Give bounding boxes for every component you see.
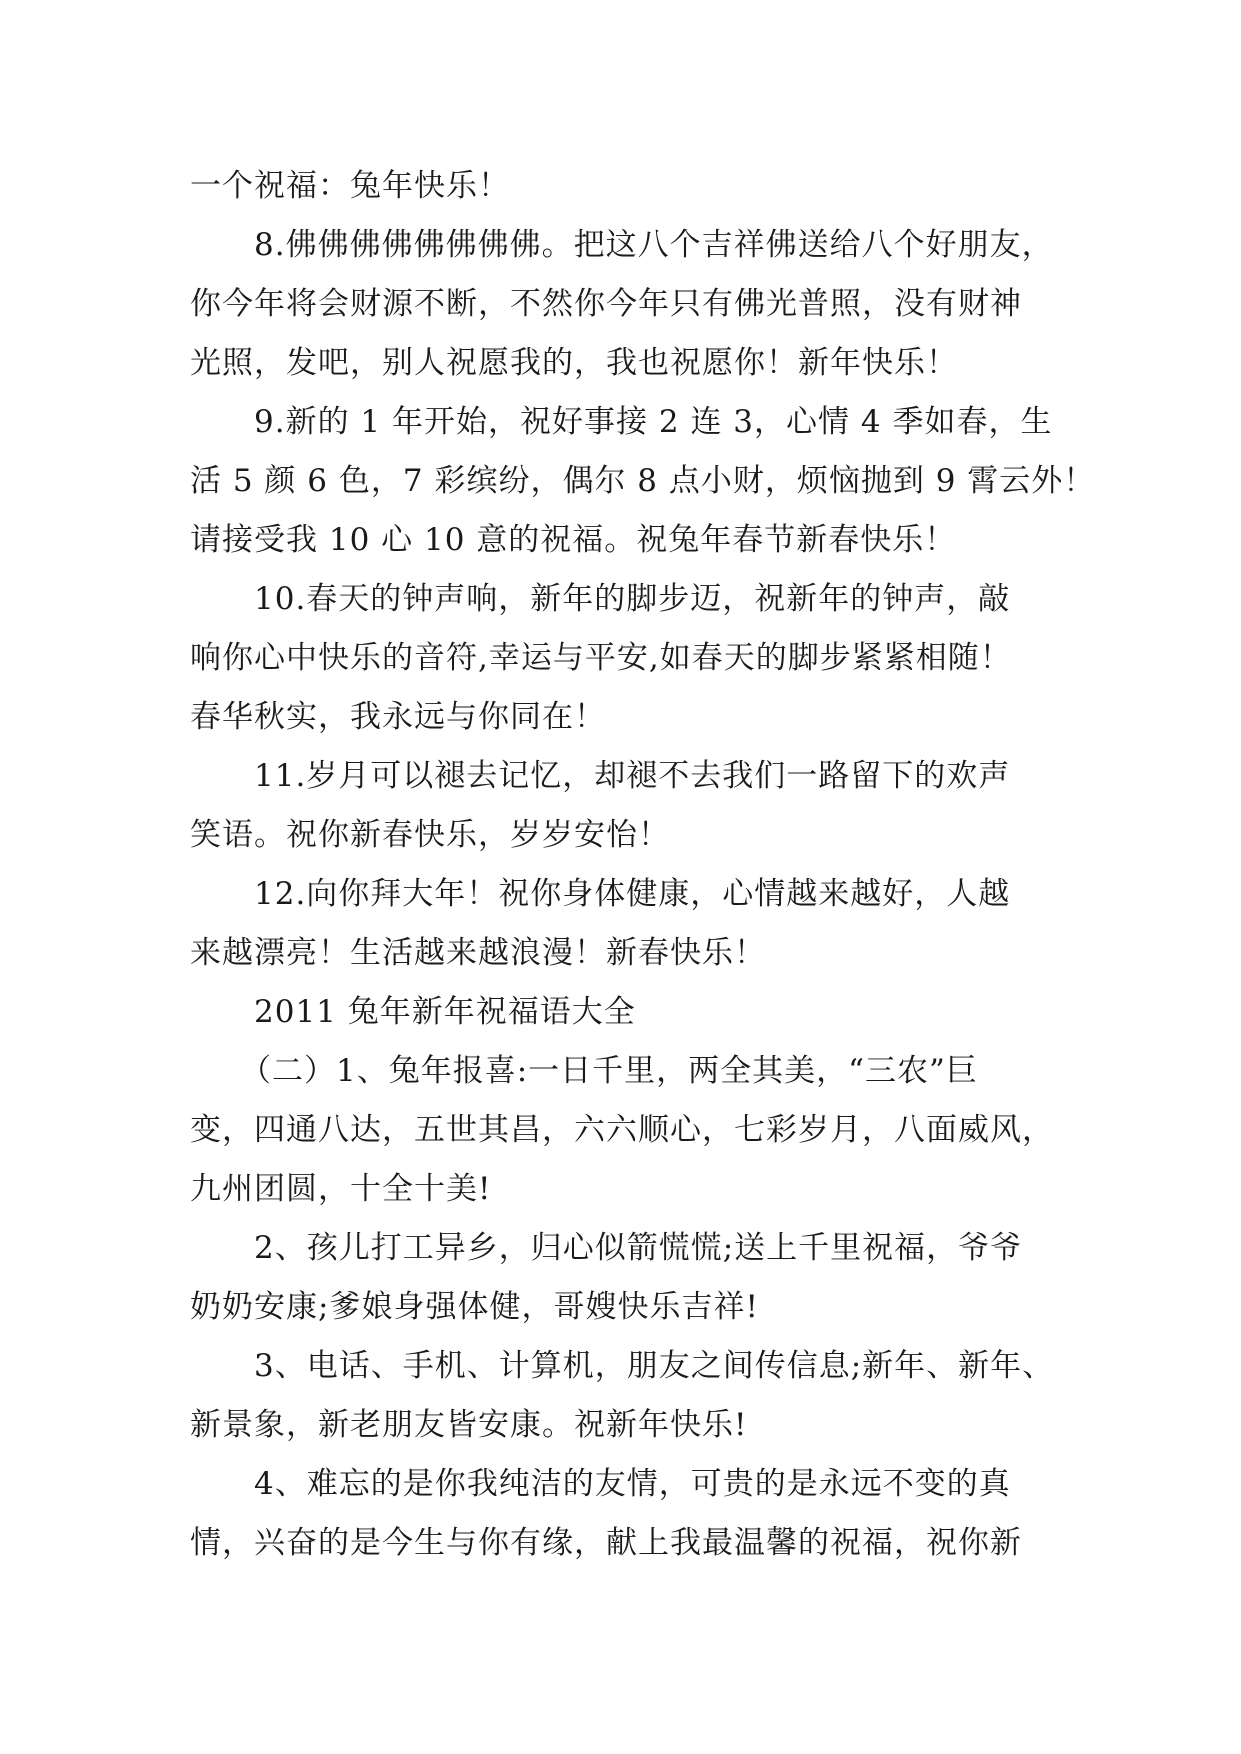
text-line: 情，兴奋的是今生与你有缘，献上我最温馨的祝福，祝你新 (190, 1525, 1022, 1561)
text-line: 响你心中快乐的音符,幸运与平安,如春天的脚步紧紧相随！ (190, 640, 1012, 676)
text-line: 春华秋实，我永远与你同在！ (190, 699, 606, 735)
text-line: 一个祝福：兔年快乐！ (190, 168, 510, 204)
list-item-11-start: 11.岁月可以褪去记忆，却褪不去我们一路留下的欢声 (254, 758, 1011, 794)
text-line: 请接受我 10 心 10 意的祝福。祝兔年春节新春快乐！ (190, 522, 957, 558)
list-item-3-start: 3、电话、手机、计算机，朋友之间传信息;新年、新年、 (254, 1348, 1055, 1384)
text-line: 你今年将会财源不断，不然你今年只有佛光普照，没有财神 (190, 286, 1022, 322)
list-item-9-start: 9.新的 1 年开始，祝好事接 2 连 3，心情 4 季如春，生 (254, 404, 1053, 440)
document-body (190, 157, 1096, 1573)
section-heading: 2011 兔年新年祝福语大全 (254, 994, 636, 1030)
part-two-start: （二）1、兔年报喜:一日千里，两全其美，“三农”巨 (240, 1053, 978, 1089)
text-line: 活 5 颜 6 色，7 彩缤纷，偶尔 8 点小财，烦恼抛到 9 霄云外！ (190, 463, 1096, 499)
list-item-12-start: 12.向你拜大年！祝你身体健康，心情越来越好，人越 (254, 876, 1011, 912)
list-item-2-start: 2、孩儿打工异乡，归心似箭慌慌;送上千里祝福，爷爷 (254, 1230, 1023, 1266)
list-item-4-start: 4、难忘的是你我纯洁的友情，可贵的是永远不变的真 (254, 1466, 1011, 1502)
text-line: 新景象，新老朋友皆安康。祝新年快乐! (190, 1407, 748, 1443)
text-line: 变，四通八达，五世其昌，六六顺心，七彩岁月，八面威风， (190, 1112, 1054, 1148)
text-line: 九州团圆，十全十美! (190, 1171, 492, 1207)
list-item-8-start: 8.佛佛佛佛佛佛佛佛。把这八个吉祥佛送给八个好朋友， (254, 227, 1054, 263)
text-line: 奶奶安康;爹娘身强体健，哥嫂快乐吉祥! (190, 1289, 759, 1325)
text-line: 来越漂亮！生活越来越浪漫！新春快乐！ (190, 935, 766, 971)
text-line: 笑语。祝你新春快乐，岁岁安怡！ (190, 817, 670, 853)
text-line: 光照，发吧，别人祝愿我的，我也祝愿你！新年快乐！ (190, 345, 958, 381)
list-item-10-start: 10.春天的钟声响，新年的脚步迈，祝新年的钟声，敲 (254, 581, 1011, 617)
